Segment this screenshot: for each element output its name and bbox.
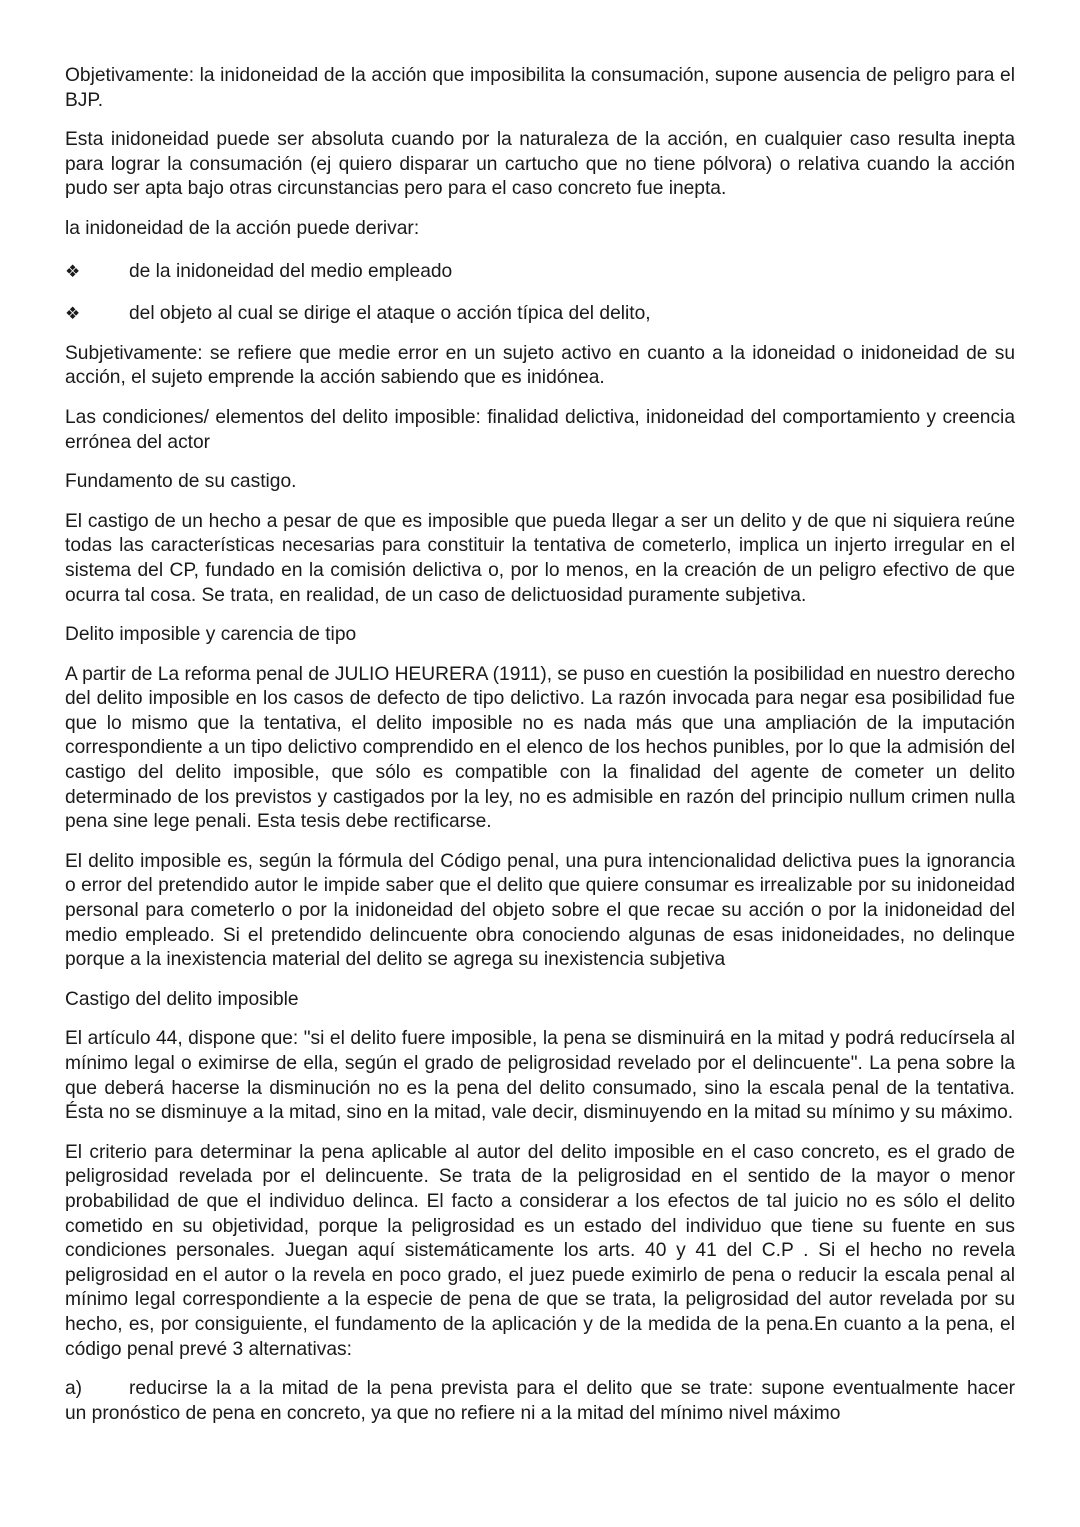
paragraph-inidoneidad-absoluta: Esta inidoneidad puede ser absoluta cuando por la naturaleza de la acción, en cualquier caso resulta inepta para lograr la consumación (ej quiero disparar un cartucho que no tiene pólvora) o relativa cuando la acción pudo ser apta bajo otras circunstancias pero para el caso concreto fue inepta. [65, 129, 1015, 200]
paragraph-articulo-44: El artículo 44, dispone que: "si el delito fuere imposible, la pena se disminuirá en la mitad y podrá reducírsela al mínimo legal o eximirse de ella, según el grado de peligrosidad revelado por el delincuente". La pena sobre la que deberá hacerse la disminución no es la pena del delito consumado, sino la escala penal de la tentativa. Ésta no se disminuye a la mitad, sino en la mitad, vale decir, disminuyendo en la mitad su mínimo y su máximo. [65, 1028, 1015, 1124]
paragraph-reforma-penal: A partir de La reforma penal de JULIO HEURERA (1911), se puso en cuestión la posibilidad en nuestro derecho del delito imposible en los casos de defecto de tipo delictivo. La razón invocada para negar esa posibilidad fue que lo mismo que la tentativa, el delito imposible no es nada más que una ampliación de la imputación correspondiente a un tipo delictivo comprendido en el elenco de los hechos punibles, por lo que la admisión del castigo del delito imposible, que sólo es compatible con la finalidad del agente de cometer un delito determinado de los previstos y castigados por la ley, no es admisible en razón del principio nullum crimen nulla pena sine lege penali. Esta tesis debe rectificarse. [65, 663, 1015, 833]
bullet-item-objeto [65, 302, 1015, 327]
paragraph-condiciones: Las condiciones/ elementos del delito imposible: finalidad delictiva, inidoneidad del comportamiento y creencia errónea del actor [65, 406, 1015, 453]
document-page [65, 64, 1015, 1426]
paragraph-criterio-pena: El criterio para determinar la pena aplicable al autor del delito imposible en el caso concreto, es el grado de peligrosidad revelada por el delincuente. Se trata de la peligrosidad en el sentido de la mayor o menor probabilidad de que el individuo delinca. El facto a considerar a los efectos de tal juicio no es sólo el delito cometido en su objetividad, porque la peligrosidad es un estado del individuo que tiene su fuente en sus condiciones personales. Juegan aquí sistemáticamente los arts. 40 y 41 del C.P . Si el hecho no revela peligrosidad en el autor o la revela en poco grado, el juez puede eximirlo de pena o reducir la escala penal al mínimo legal correspondiente a la especie de pena de que se trata, la peligrosidad del autor revelada por su hecho, es, por consiguiente, el fundamento de la aplicación y de la medida de la pena.En cuanto a la pena, el código penal prevé 3 alternativas: [65, 1141, 1015, 1360]
diamond-bullet-icon: ❖ [65, 261, 81, 281]
item-label: a) [65, 1378, 83, 1400]
list-item-a [65, 1377, 1015, 1426]
paragraph-castigo-hecho: El castigo de un hecho a pesar de que es imposible que pueda llegar a ser un delito y de que ni siquiera reúne todas las características necesarias para constituir la tentativa de cometerlo, implica un injerto irregular en el sistema del CP, fundado en la comisión delictiva o, por lo menos, en la creación de un peligro efectivo de que ocurra tal cosa. Se trata, en realidad, de un caso de delictuosidad puramente subjetiva. [65, 510, 1015, 606]
heading-castigo-imposible: Castigo del delito imposible [65, 988, 299, 1010]
item-text-continuation: un pronóstico de pena en concreto, ya que no refiere ni a la mitad del mínimo nivel máximo [65, 1402, 841, 1424]
diamond-bullet-icon: ❖ [65, 304, 81, 324]
paragraph-objetivamente: Objetivamente: la inidoneidad de la acción que imposibilita la consumación, supone ausencia de peligro para el BJP. [65, 65, 1015, 111]
paragraph-inidoneidad-derivar: la inidoneidad de la acción puede derivar: [65, 217, 420, 239]
item-text-first-line: reducirse la a la mitad de la pena prevista para el delito que se trate: supone eventualmente hacer [129, 1378, 1015, 1400]
bullet-text: del objeto al cual se dirige el ataque o acción típica del delito, [129, 303, 651, 325]
paragraph-subjetivamente: Subjetivamente: se refiere que medie error en un sujeto activo en cuanto a la idoneidad o inidoneidad de su acción, el sujeto emprende la acción sabiendo que es inidónea. [65, 342, 1015, 389]
heading-carencia-tipo: Delito imposible y carencia de tipo [65, 624, 357, 646]
bullet-text: de la inidoneidad del medio empleado [129, 260, 453, 282]
heading-fundamento: Fundamento de su castigo. [65, 471, 297, 493]
bullet-item-medio [65, 260, 1015, 285]
paragraph-intencionalidad: El delito imposible es, según la fórmula del Código penal, una pura intencionalidad delictiva pues la ignorancia o error del pretendido autor le impide saber que el delito que quiere consumar es irrealizable por su inidoneidad personal para cometerlo o por la inidoneidad del objeto sobre el que recae su acción o por la inidoneidad del medio empleado. Si el pretendido delincuente obra conociendo algunas de esas inidoneidades, no delinque porque a la inexistencia material del delito se agrega su inexistencia subjetiva [65, 850, 1015, 971]
